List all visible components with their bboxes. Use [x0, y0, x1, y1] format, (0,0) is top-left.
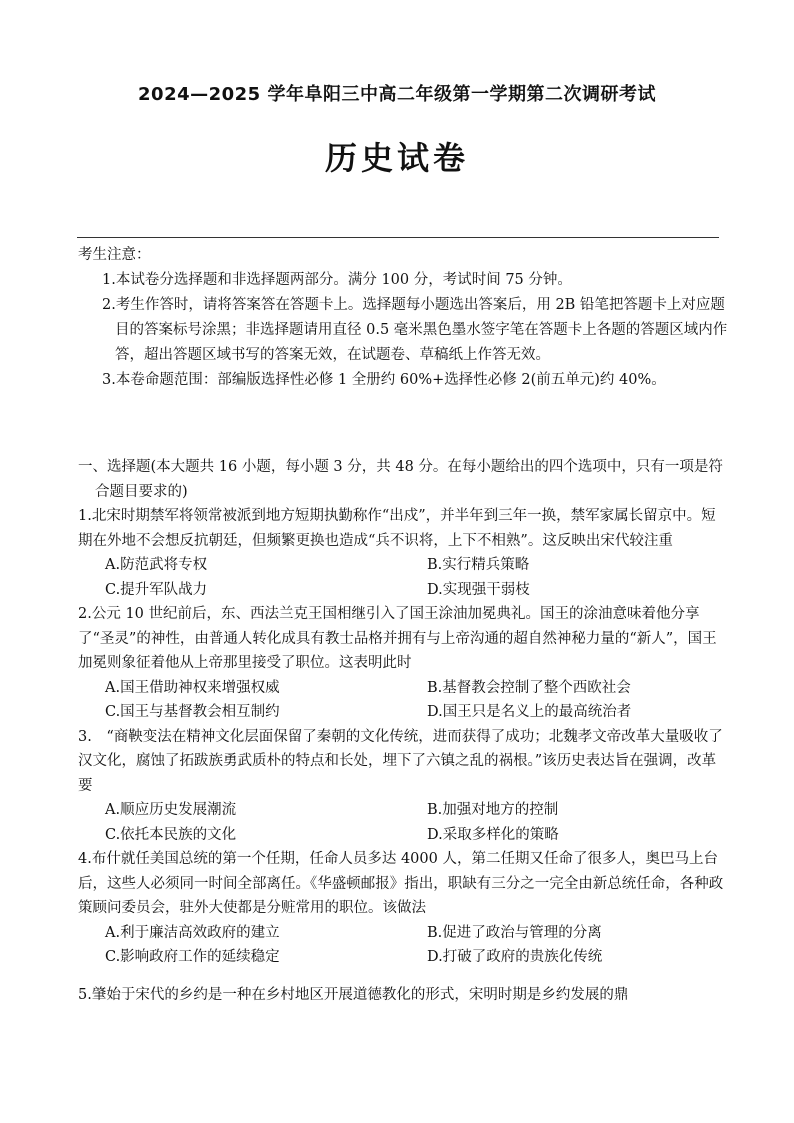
question-stem: 3. “商鞅变法在精神文化层面保留了秦朝的文化传统，进而获得了成功；北魏孝文帝改革大量吸收了汉文化，腐蚀了拓跋族勇武质朴的特点和长处，埋下了六镇之乱的祸根。”该历史表达旨在强调，改革要 [78, 728, 723, 794]
exam-title: 2024—2025 学年阜阳三中高二年级第一学期第二次调研考试 [138, 84, 656, 105]
option-d: D.国王只是名义上的最高统治者 [427, 704, 632, 720]
option-b: B.促进了政治与管理的分离 [427, 924, 602, 941]
option-a: A.顺应历史发展潮流 [105, 802, 237, 818]
notice-item: 3.本卷命题范围：部编版选择性必修 1 全册约 60%+选择性必修 2(前五单元)约 40%。 [102, 372, 666, 388]
notice-item: 2.考生作答时，请将答案答在答题卡上。选择题每小题选出答案后，用 2B 铅笔把答题卡上对应题目的答案标号涂黑；非选择题请用直径 0.5 毫米黑色墨水签字笔在答题卡上各题的答题区域内作答，超出答题区域书写的答案无效，在试题卷、草稿纸上作答无效。 [102, 297, 728, 363]
option-c: C.影响政府工作的延续稳定 [105, 949, 280, 965]
option-b: B.基督教会控制了整个西欧社会 [427, 679, 631, 696]
option-d: D.打破了政府的贵族化传统 [427, 949, 603, 965]
question-stem: 1.北宋时期禁军将领常被派到地方短期执勤称作“出戍”，并半年到三年一换，禁军家属长留京中。短期在外地不会想反抗朝廷，但频繁更换也造成“兵不识将，上下不相熟”。这反映出宋代较注重 [78, 508, 716, 549]
option-d: D.采取多样化的策略 [427, 826, 559, 843]
options [78, 798, 726, 847]
option-b: B.加强对地方的控制 [427, 802, 559, 818]
section-heading: 一、选择题(本大题共 16 小题，每小题 3 分，共 48 分。在每小题给出的四个选项中，只有一项是符合题目要求的) [78, 459, 723, 500]
question-stem: 5.肇始于宋代的乡约是一种在乡村地区开展道德教化的形式，宋明时期是乡约发展的鼎 [78, 986, 629, 1003]
options [78, 676, 726, 725]
notice-heading: 考生注意： [78, 247, 151, 263]
option-a: A.防范武将专权 [105, 557, 208, 573]
subject-title: 历史试卷 [324, 139, 469, 177]
multiple-choice-section [78, 455, 726, 1007]
candidate-notice [78, 243, 728, 393]
question-4 [78, 847, 726, 970]
options [78, 921, 726, 970]
option-a: A.利于廉洁高效政府的建立 [105, 924, 280, 941]
option-c: C.国王与基督教会相互制约 [105, 704, 280, 720]
question-stem: 2.公元 10 世纪前后，东、西法兰克王国相继引入了国王涂油加冕典礼。国王的涂油意味着他分享了“圣灵”的神性，由普通人转化成具有教士品格并拥有与上帝沟通的超自然神秘力量的“新人”，国王加冕则象征着他从上帝那里接受了职位。这表明此时 [78, 606, 717, 671]
option-c: C.提升军队战力 [105, 581, 208, 598]
option-a: A.国王借助神权来增强权威 [105, 679, 280, 696]
option-b: B.实行精兵策略 [427, 557, 530, 573]
question-5 [78, 983, 726, 1008]
option-d: D.实现强干弱枝 [427, 581, 530, 598]
divider-line [77, 237, 719, 238]
question-stem: 4.布什就任美国总统的第一个任期，任命人员多达 4000 人，第二任期又任命了很多人，奥巴马上台后，这些人必须同一时间全部离任。《华盛顿邮报》指出，职缺有三分之一完全由新总统任命，各种政策顾问委员会，驻外大使都是分赃常用的职位。该做法 [78, 851, 724, 916]
options [78, 553, 726, 602]
question-2 [78, 602, 726, 725]
option-c: C.依托本民族的文化 [105, 826, 237, 843]
question-3 [78, 725, 726, 848]
question-1 [78, 504, 726, 602]
notice-item: 1.本试卷分选择题和非选择题两部分。满分 100 分，考试时间 75 分钟。 [102, 272, 572, 288]
